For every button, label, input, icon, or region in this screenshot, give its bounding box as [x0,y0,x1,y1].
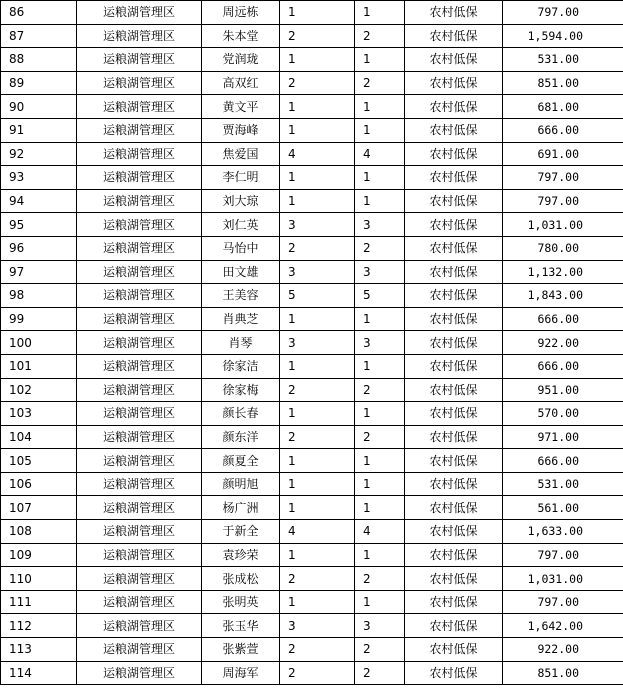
area-cell: 运粮湖管理区 [77,95,202,119]
row-number-cell: 94 [1,189,77,213]
table-row [1,472,623,496]
row-number-cell: 104 [1,425,77,449]
household-count-cell: 1 [280,402,355,426]
table-row [1,142,623,166]
amount-cell: 1,642.00 [503,614,623,638]
amount-cell: 1,031.00 [503,213,623,237]
row-number-cell: 100 [1,331,77,355]
amount-cell: 851.00 [503,661,623,685]
household-count-cell: 1 [280,95,355,119]
person-name-cell: 颜夏全 [202,449,280,473]
person-name-cell: 于新全 [202,520,280,544]
table-row [1,590,623,614]
row-number-cell: 91 [1,118,77,142]
table-row [1,520,623,544]
table-row [1,425,623,449]
person-name-cell: 高双红 [202,71,280,95]
person-name-cell: 杨广洲 [202,496,280,520]
household-count-cell: 5 [280,284,355,308]
row-number-cell: 114 [1,661,77,685]
row-number-cell: 88 [1,48,77,72]
beneficiary-count-cell: 5 [355,284,405,308]
person-name-cell: 颜明旭 [202,472,280,496]
table-row [1,118,623,142]
benefit-type-cell: 农村低保 [405,496,503,520]
table-row [1,24,623,48]
beneficiary-count-cell: 1 [355,189,405,213]
table-row [1,284,623,308]
household-count-cell: 1 [280,449,355,473]
amount-cell: 851.00 [503,71,623,95]
table-row [1,567,623,591]
row-number-cell: 93 [1,166,77,190]
beneficiary-count-cell: 1 [355,354,405,378]
beneficiary-count-cell: 1 [355,166,405,190]
benefit-type-cell: 农村低保 [405,567,503,591]
household-count-cell: 2 [280,236,355,260]
amount-cell: 1,843.00 [503,284,623,308]
area-cell: 运粮湖管理区 [77,472,202,496]
household-count-cell: 2 [280,71,355,95]
area-cell: 运粮湖管理区 [77,1,202,25]
person-name-cell: 袁珍荣 [202,543,280,567]
benefit-type-cell: 农村低保 [405,118,503,142]
amount-cell: 797.00 [503,189,623,213]
row-number-cell: 90 [1,95,77,119]
household-count-cell: 1 [280,590,355,614]
row-number-cell: 103 [1,402,77,426]
amount-cell: 666.00 [503,307,623,331]
beneficiary-count-cell: 4 [355,520,405,544]
row-number-cell: 98 [1,284,77,308]
amount-cell: 1,031.00 [503,567,623,591]
amount-cell: 971.00 [503,425,623,449]
benefit-type-cell: 农村低保 [405,48,503,72]
area-cell: 运粮湖管理区 [77,590,202,614]
household-count-cell: 4 [280,142,355,166]
beneficiary-count-cell: 1 [355,95,405,119]
person-name-cell: 颜长春 [202,402,280,426]
household-count-cell: 2 [280,638,355,662]
household-count-cell: 3 [280,331,355,355]
beneficiary-count-cell: 3 [355,260,405,284]
household-count-cell: 2 [280,24,355,48]
benefit-type-cell: 农村低保 [405,638,503,662]
person-name-cell: 肖琴 [202,331,280,355]
person-name-cell: 贾海峰 [202,118,280,142]
area-cell: 运粮湖管理区 [77,520,202,544]
table-row [1,661,623,685]
row-number-cell: 112 [1,614,77,638]
area-cell: 运粮湖管理区 [77,48,202,72]
row-number-cell: 99 [1,307,77,331]
row-number-cell: 86 [1,1,77,25]
beneficiary-count-cell: 2 [355,24,405,48]
beneficiary-count-cell: 1 [355,590,405,614]
amount-cell: 797.00 [503,543,623,567]
row-number-cell: 106 [1,472,77,496]
beneficiary-count-cell: 1 [355,472,405,496]
table-row [1,638,623,662]
benefit-type-cell: 农村低保 [405,590,503,614]
household-count-cell: 3 [280,614,355,638]
beneficiary-count-cell: 1 [355,1,405,25]
area-cell: 运粮湖管理区 [77,24,202,48]
row-number-cell: 109 [1,543,77,567]
amount-cell: 1,594.00 [503,24,623,48]
benefit-type-cell: 农村低保 [405,472,503,496]
benefit-type-cell: 农村低保 [405,166,503,190]
table-row [1,48,623,72]
household-count-cell: 3 [280,260,355,284]
amount-cell: 531.00 [503,472,623,496]
benefit-type-cell: 农村低保 [405,189,503,213]
beneficiary-count-cell: 2 [355,567,405,591]
area-cell: 运粮湖管理区 [77,661,202,685]
person-name-cell: 张明英 [202,590,280,614]
benefit-type-cell: 农村低保 [405,331,503,355]
row-number-cell: 89 [1,71,77,95]
beneficiary-count-cell: 4 [355,142,405,166]
area-cell: 运粮湖管理区 [77,213,202,237]
beneficiary-count-cell: 1 [355,48,405,72]
person-name-cell: 刘大琼 [202,189,280,213]
person-name-cell: 周远栋 [202,1,280,25]
row-number-cell: 107 [1,496,77,520]
beneficiary-count-cell: 2 [355,236,405,260]
person-name-cell: 朱本堂 [202,24,280,48]
beneficiary-count-cell: 3 [355,331,405,355]
table-row [1,213,623,237]
benefit-type-cell: 农村低保 [405,260,503,284]
beneficiary-count-cell: 1 [355,402,405,426]
amount-cell: 1,132.00 [503,260,623,284]
household-count-cell: 1 [280,472,355,496]
household-count-cell: 1 [280,48,355,72]
household-count-cell: 1 [280,543,355,567]
benefit-type-cell: 农村低保 [405,661,503,685]
amount-cell: 681.00 [503,95,623,119]
amount-cell: 797.00 [503,166,623,190]
person-name-cell: 张成松 [202,567,280,591]
table-row [1,1,623,25]
person-name-cell: 刘仁英 [202,213,280,237]
household-count-cell: 1 [280,118,355,142]
amount-cell: 922.00 [503,331,623,355]
person-name-cell: 李仁明 [202,166,280,190]
table-row [1,166,623,190]
person-name-cell: 焦爱国 [202,142,280,166]
area-cell: 运粮湖管理区 [77,189,202,213]
table-row [1,496,623,520]
benefit-type-cell: 农村低保 [405,236,503,260]
benefit-type-cell: 农村低保 [405,354,503,378]
person-name-cell: 徐家洁 [202,354,280,378]
row-number-cell: 113 [1,638,77,662]
amount-cell: 666.00 [503,354,623,378]
household-count-cell: 2 [280,661,355,685]
benefit-type-cell: 农村低保 [405,24,503,48]
benefit-type-cell: 农村低保 [405,213,503,237]
area-cell: 运粮湖管理区 [77,166,202,190]
benefit-type-cell: 农村低保 [405,425,503,449]
person-name-cell: 周海军 [202,661,280,685]
area-cell: 运粮湖管理区 [77,425,202,449]
table-row [1,543,623,567]
area-cell: 运粮湖管理区 [77,331,202,355]
beneficiary-count-cell: 2 [355,661,405,685]
amount-cell: 951.00 [503,378,623,402]
beneficiary-count-cell: 3 [355,614,405,638]
person-name-cell: 黄文平 [202,95,280,119]
beneficiary-count-cell: 1 [355,543,405,567]
row-number-cell: 95 [1,213,77,237]
beneficiary-count-cell: 2 [355,425,405,449]
area-cell: 运粮湖管理区 [77,496,202,520]
amount-cell: 780.00 [503,236,623,260]
row-number-cell: 108 [1,520,77,544]
row-number-cell: 101 [1,354,77,378]
person-name-cell: 徐家梅 [202,378,280,402]
row-number-cell: 97 [1,260,77,284]
row-number-cell: 102 [1,378,77,402]
benefit-type-cell: 农村低保 [405,307,503,331]
benefit-type-cell: 农村低保 [405,543,503,567]
beneficiary-count-cell: 2 [355,378,405,402]
table-row [1,449,623,473]
amount-cell: 922.00 [503,638,623,662]
area-cell: 运粮湖管理区 [77,543,202,567]
person-name-cell: 党润珑 [202,48,280,72]
area-cell: 运粮湖管理区 [77,354,202,378]
row-number-cell: 110 [1,567,77,591]
amount-cell: 666.00 [503,449,623,473]
row-number-cell: 105 [1,449,77,473]
row-number-cell: 87 [1,24,77,48]
person-name-cell: 田文雄 [202,260,280,284]
area-cell: 运粮湖管理区 [77,307,202,331]
household-count-cell: 1 [280,307,355,331]
area-cell: 运粮湖管理区 [77,236,202,260]
beneficiary-count-cell: 3 [355,213,405,237]
benefit-type-cell: 农村低保 [405,520,503,544]
amount-cell: 531.00 [503,48,623,72]
amount-cell: 797.00 [503,590,623,614]
beneficiary-count-cell: 1 [355,118,405,142]
amount-cell: 691.00 [503,142,623,166]
benefit-type-cell: 农村低保 [405,71,503,95]
area-cell: 运粮湖管理区 [77,118,202,142]
benefit-type-cell: 农村低保 [405,449,503,473]
table-row [1,402,623,426]
benefit-type-cell: 农村低保 [405,1,503,25]
person-name-cell: 马怡中 [202,236,280,260]
person-name-cell: 肖典芝 [202,307,280,331]
area-cell: 运粮湖管理区 [77,567,202,591]
beneficiary-count-cell: 2 [355,71,405,95]
table-row [1,236,623,260]
beneficiary-count-cell: 1 [355,496,405,520]
household-count-cell: 1 [280,189,355,213]
benefit-type-cell: 农村低保 [405,402,503,426]
amount-cell: 797.00 [503,1,623,25]
amount-cell: 1,633.00 [503,520,623,544]
area-cell: 运粮湖管理区 [77,378,202,402]
table-body [1,1,623,685]
beneficiary-count-cell: 2 [355,638,405,662]
benefit-type-cell: 农村低保 [405,614,503,638]
household-count-cell: 1 [280,496,355,520]
area-cell: 运粮湖管理区 [77,449,202,473]
table-row [1,378,623,402]
table-row [1,71,623,95]
table-row [1,189,623,213]
household-count-cell: 3 [280,213,355,237]
person-name-cell: 王美容 [202,284,280,308]
person-name-cell: 张玉华 [202,614,280,638]
table-row [1,614,623,638]
benefit-type-cell: 农村低保 [405,142,503,166]
table-row [1,331,623,355]
table-row [1,260,623,284]
person-name-cell: 张紫萱 [202,638,280,662]
area-cell: 运粮湖管理区 [77,402,202,426]
person-name-cell: 颜东洋 [202,425,280,449]
area-cell: 运粮湖管理区 [77,614,202,638]
beneficiary-count-cell: 1 [355,307,405,331]
row-number-cell: 96 [1,236,77,260]
household-count-cell: 2 [280,378,355,402]
table-row [1,307,623,331]
amount-cell: 666.00 [503,118,623,142]
benefit-type-cell: 农村低保 [405,284,503,308]
amount-cell: 561.00 [503,496,623,520]
table-row [1,95,623,119]
table-row [1,354,623,378]
household-count-cell: 4 [280,520,355,544]
area-cell: 运粮湖管理区 [77,71,202,95]
household-count-cell: 2 [280,567,355,591]
area-cell: 运粮湖管理区 [77,638,202,662]
benefit-type-cell: 农村低保 [405,95,503,119]
amount-cell: 570.00 [503,402,623,426]
area-cell: 运粮湖管理区 [77,284,202,308]
area-cell: 运粮湖管理区 [77,142,202,166]
area-cell: 运粮湖管理区 [77,260,202,284]
row-number-cell: 92 [1,142,77,166]
benefit-type-cell: 农村低保 [405,378,503,402]
household-count-cell: 2 [280,425,355,449]
household-count-cell: 1 [280,166,355,190]
household-count-cell: 1 [280,1,355,25]
row-number-cell: 111 [1,590,77,614]
household-count-cell: 1 [280,354,355,378]
beneficiary-count-cell: 1 [355,449,405,473]
